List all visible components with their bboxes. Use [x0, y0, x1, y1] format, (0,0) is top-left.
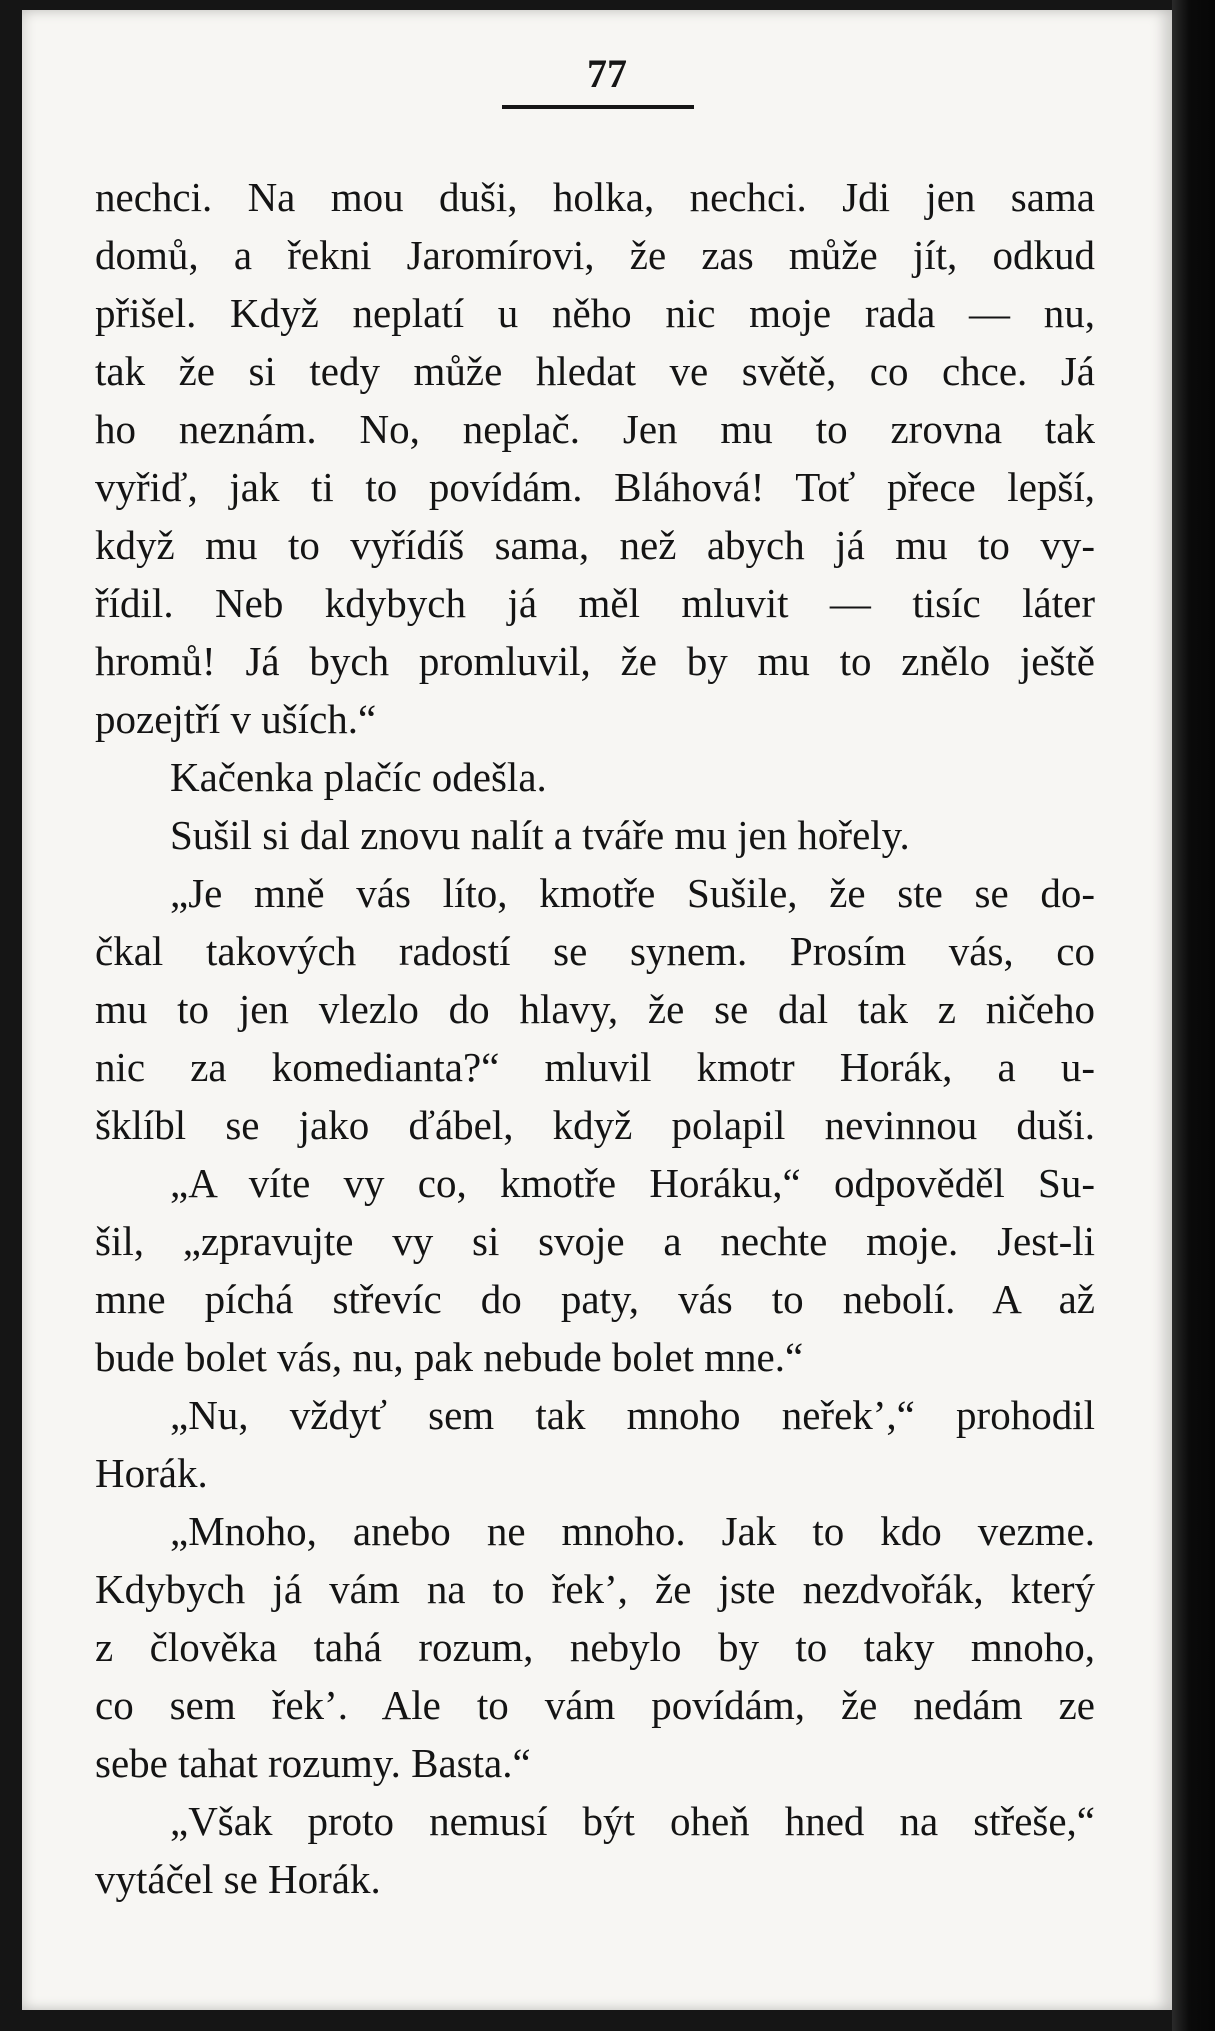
text-line: „Je mně vás líto, kmotře Sušile, že ste se do-: [170, 870, 1095, 916]
text-line: domů, a řekni Jaromírovi, že zas může jít, odkud: [95, 232, 1095, 278]
text-line: „Však proto nemusí být oheň hned na střeše,“: [170, 1798, 1095, 1844]
text-line: mne píchá střevíc do paty, vás to nebolí. A až: [95, 1276, 1095, 1322]
text-line: vytáčel se Horák.: [95, 1856, 381, 1902]
text-line: tak že si tedy může hledat ve světě, co chce. Já: [95, 348, 1095, 394]
text-line: nechci. Na mou duši, holka, nechci. Jdi jen sama: [95, 174, 1095, 220]
page-number: 77: [587, 51, 627, 96]
text-line: bude bolet vás, nu, pak nebude bolet mne.“: [95, 1334, 804, 1380]
text-line: šklíbl se jako ďábel, když polapil nevinnou duši.: [95, 1102, 1095, 1148]
text-line: vyřiď, jak ti to povídám. Bláhová! Toť přece lepší,: [95, 464, 1095, 510]
text-line: „Mnoho, anebo ne mnoho. Jak to kdo vezme.: [170, 1508, 1095, 1554]
body-text: [95, 168, 1095, 1908]
text-line: z člověka tahá rozum, nebylo by to taky mnoho,: [95, 1624, 1095, 1670]
scan-edge-shadow: [1172, 0, 1215, 2031]
book-page: [22, 10, 1172, 2010]
text-line: hromů! Já bych promluvil, že by mu to znělo ještě: [95, 638, 1095, 684]
text-line: ho neznám. No, neplač. Jen mu to zrovna tak: [95, 406, 1095, 452]
text-line: čkal takových radostí se synem. Prosím vás, co: [95, 928, 1095, 974]
text-line: když mu to vyřídíš sama, než abych já mu to vy-: [95, 522, 1095, 568]
text-line: Sušil si dal znovu nalít a tváře mu jen hořely.: [170, 812, 910, 858]
text-line: Kdybych já vám na to řek’, že jste nezdvořák, který: [95, 1566, 1095, 1612]
text-line: řídil. Neb kdybych já měl mluvit — tisíc láter: [95, 580, 1095, 626]
text-line: mu to jen vlezlo do hlavy, že se dal tak z ničeho: [95, 986, 1095, 1032]
text-line: „A víte vy co, kmotře Horáku,“ odpověděl Su-: [170, 1160, 1095, 1206]
text-line: šil, „zpravujte vy si svoje a nechte moje. Jest-li: [95, 1218, 1095, 1264]
text-line: co sem řek’. Ale to vám povídám, že nedám ze: [95, 1682, 1095, 1728]
text-line: přišel. Když neplatí u něho nic moje rada — nu,: [95, 290, 1095, 336]
text-line: Kačenka plačíc odešla.: [170, 754, 547, 800]
header-rule: [502, 105, 694, 109]
text-line: Horák.: [95, 1450, 208, 1496]
text-line: „Nu, vždyť sem tak mnoho neřek’,“ prohodil: [170, 1392, 1095, 1438]
text-line: sebe tahat rozumy. Basta.“: [95, 1740, 531, 1786]
text-line: pozejtří v uších.“: [95, 696, 377, 742]
text-line: nic za komedianta?“ mluvil kmotr Horák, a u-: [95, 1044, 1095, 1090]
